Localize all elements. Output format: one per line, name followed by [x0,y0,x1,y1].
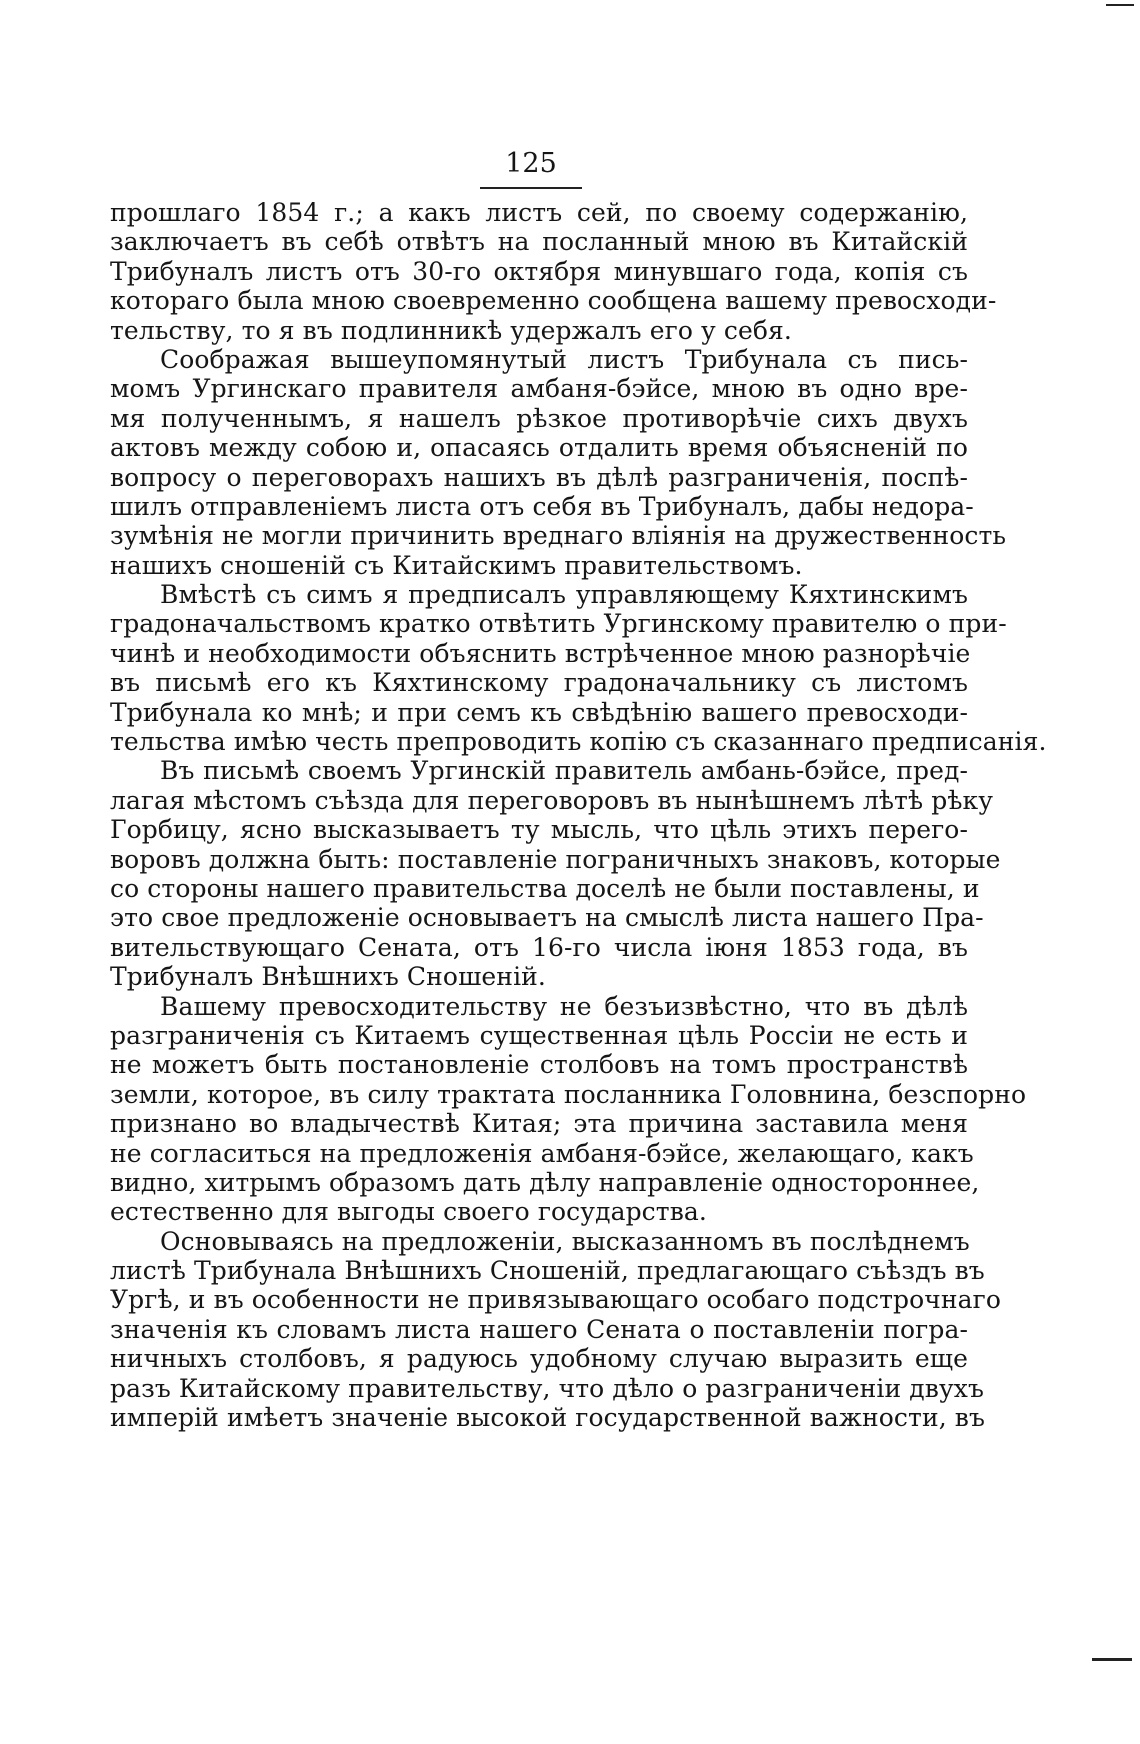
text-line: момъ Ургинскаго правителя амбаня-бэйсе, мною въ одно вре- [110,374,968,404]
text-line: Соображая вышеупомянутый листъ Трибунала съ пись- [160,344,968,374]
text-line: листѣ Трибунала Внѣшнихъ Сношеній, предлагающаго съѣздъ въ [110,1256,985,1286]
text-line: видно, хитрымъ образомъ дать дѣлу направленіе одностороннее, [110,1167,980,1197]
text-line: шилъ отправленіемъ листа отъ себя въ Трибуналъ, дабы недора- [110,491,974,521]
text-line: Горбицу, ясно высказываетъ ту мысль, что цѣль этихъ перего- [110,815,968,845]
text-line: градоначальствомъ кратко отвѣтить Ургинскому правителю о при- [110,609,1007,639]
text-line: лагая мѣстомъ съѣзда для переговоровъ въ нынѣшнемъ лѣтѣ рѣку [110,785,994,815]
scan-edge-mark [1092,1658,1132,1661]
paragraph [110,991,1027,1227]
text-line: земли, которое, въ силу трактата посланника Головнина, безспорно [110,1079,1027,1109]
text-line: воровъ должна быть: поставленіе пограничныхъ знаковъ, которые [110,844,1001,874]
text-line: Вмѣстѣ съ симъ я предписалъ управляющему Кяхтинскимъ [160,580,968,610]
text-line: вопросу о переговорахъ нашихъ въ дѣлѣ разграниченія, поспѣ- [110,462,968,492]
text-line: разграниченія съ Китаемъ существенная цѣль Россіи не есть и [110,1020,968,1050]
text-line: Основываясь на предложеніи, высказанномъ въ послѣднемъ [160,1226,970,1256]
paragraph [110,756,1001,992]
text-line: со стороны нашего правительства доселѣ не были поставлены, и [110,873,980,903]
text-line: Трибуналъ Внѣшнихъ Сношеній. [110,962,546,992]
text-line: естественно для выгоды своего государства. [110,1197,707,1227]
text-line: Въ письмѣ своемъ Ургинскій правитель амбань-бэйсе, пред- [160,756,968,786]
paragraph [110,344,1007,580]
text-line: тельства имѣю честь препроводить копію съ сказаннаго предписанія. [110,727,1047,757]
text-line: вительствующаго Сената, отъ 16-го числа іюня 1853 года, въ [110,932,968,962]
paragraph [110,1226,1002,1433]
text-line: въ письмѣ его къ Кяхтинскому градоначальнику съ листомъ [110,668,968,698]
text-line: тельству, то я въ подлинникѣ удержалъ его у себя. [110,315,792,345]
text-line: не согласиться на предложенія амбаня-бэйсе, желающаго, какъ [110,1138,974,1168]
scan-edge-mark [1106,4,1134,6]
text-line: Трибунала ко мнѣ; и при семъ къ свѣдѣнію вашего превосходи- [110,697,968,727]
text-line: значенія къ словамъ листа нашего Сената о поставленіи погра- [110,1314,968,1344]
text-line: Вашему превосходительству не безъизвѣстно, что въ дѣлѣ [160,991,968,1021]
paragraph [110,198,997,345]
text-line: заключаетъ въ себѣ отвѣтъ на посланный мною въ Китайскій [110,227,968,257]
text-line: прошлаго 1854 г.; а какъ листъ сей, по своему содержанію, [110,198,968,227]
text-line: котораго была мною своевременно сообщена вашему превосходи- [110,286,997,316]
text-line: имперій имѣетъ значеніе высокой государственной важности, въ [110,1403,985,1433]
paragraph [110,580,1047,757]
text-line: чинѣ и необходимости объяснить встрѣченное мною разнорѣчіе [110,638,971,668]
text-line: мя полученнымъ, я нашелъ рѣзкое противорѣчіе сихъ двухъ [110,403,968,433]
text-line: ничныхъ столбовъ, я радуюсь удобному случаю выразить еще [110,1344,968,1374]
text-line: актовъ между собою и, опасаясь отдалить время объясненій по [110,433,968,463]
page-number: 125 [480,148,582,189]
text-line: признано во владычествѣ Китая; эта причина заставила меня [110,1109,968,1139]
text-line: не можетъ быть постановленіе столбовъ на томъ пространствѣ [110,1050,968,1080]
text-line: это свое предложеніе основываетъ на смыслѣ листа нашего Пра- [110,903,984,933]
body-text [110,198,1047,1433]
text-line: Ургѣ, и въ особенности не привязывающаго особаго подстрочнаго [110,1285,1002,1315]
text-line: разъ Китайскому правительству, что дѣло о разграниченіи двухъ [110,1373,984,1403]
text-line: зумѣнія не могли причинить вреднаго вліянія на дружественность [110,521,1007,551]
text-line: Трибуналъ листъ отъ 30-го октября минувшаго года, копія съ [110,256,968,286]
text-line: нашихъ сношеній съ Китайскимъ правительствомъ. [110,550,803,580]
